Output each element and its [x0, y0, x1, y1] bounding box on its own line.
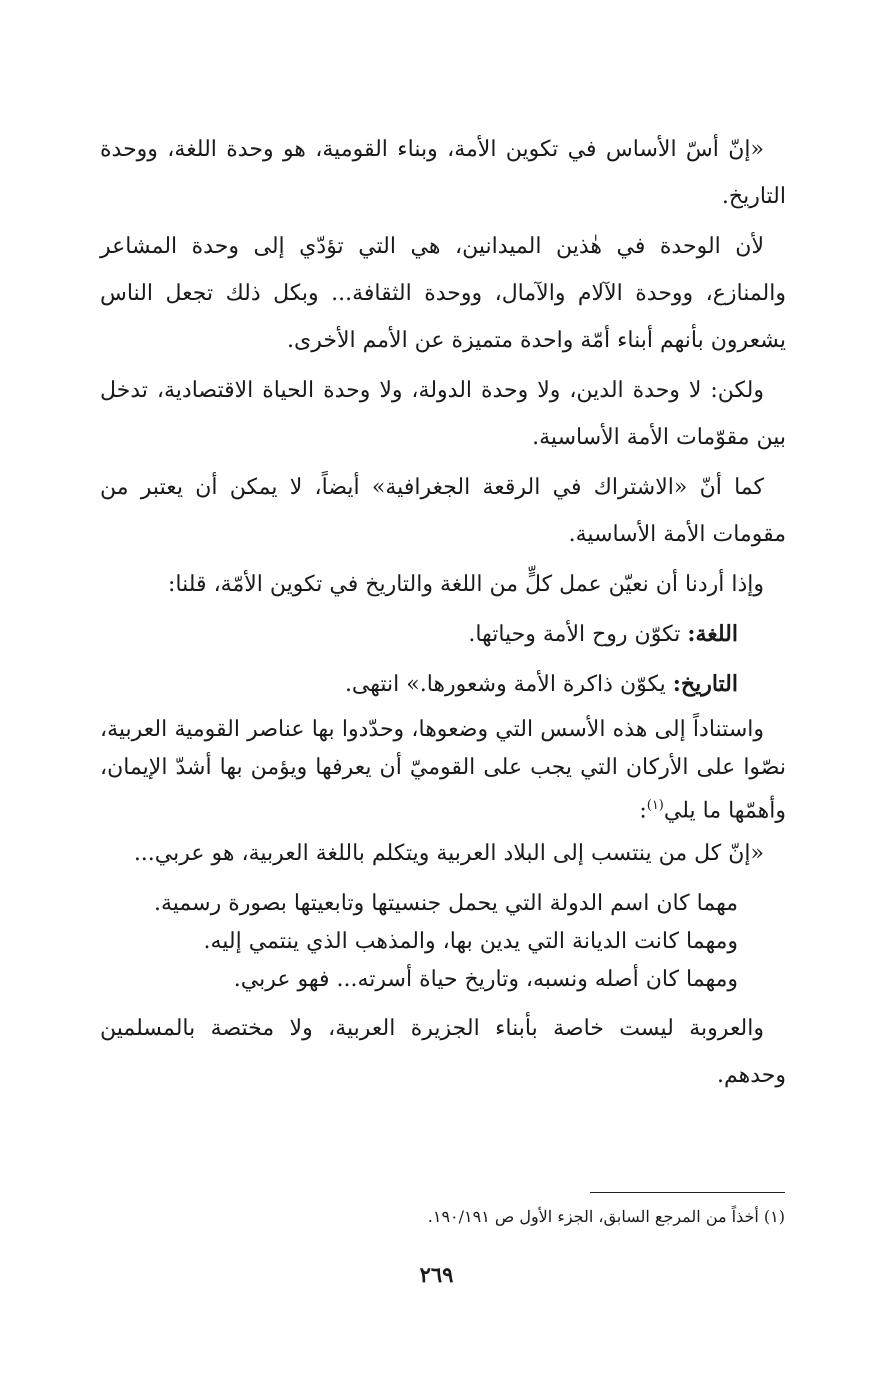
- main-text: [100, 126, 786, 1102]
- definition-text-language: تكوّن روح الأمة وحياتها.: [468, 622, 681, 647]
- paragraph-8: والعروبة ليست خاصة بأبناء الجزيرة العربية، ولا مختصة بالمسلمين وحدهم.: [100, 1016, 786, 1089]
- quote-line-1: مهما كان اسم الدولة التي يحمل جنسيتها وتابعيتها بصورة رسمية.: [154, 891, 738, 917]
- paragraph-6-colon: :: [639, 798, 647, 824]
- quote-block: [100, 885, 786, 999]
- paragraph-6: [100, 711, 786, 830]
- definition-term-language: اللغة:: [687, 621, 738, 647]
- definition-history: [100, 661, 786, 708]
- page-number: ٢٦٩: [419, 1262, 454, 1287]
- paragraph-2: لأن الوحدة في هٰذين الميدانين، هي التي تؤدّي إلى وحدة المشاعر والمنازع، ووحدة الآلام والآمال، ووحدة الثقافة... وبكل ذلك تجعل الناس يشعرون بأنهم أبناء أمّة واحدة متميزة عن الأمم الأخرى.: [100, 234, 786, 353]
- footnote-marker: (١): [646, 798, 664, 813]
- footnote-divider: [590, 1192, 785, 1193]
- definition-text-history: يكوّن ذاكرة الأمة وشعورها.» انتهى.: [344, 672, 666, 697]
- definition-language: [100, 611, 786, 658]
- definition-term-history: التاريخ:: [672, 671, 738, 697]
- paragraph-6-text: واستناداً إلى هذه الأسس التي وضعوها، وحدّدوا بها عناصر القومية العربية، نصّوا على الأركان التي يجب على القوميّ أن يعرفها ويؤمن بها أشدّ الإيمان، وأهمّها ما يلي: [100, 717, 786, 824]
- footnote: (١) أخذاً من المرجع السابق، الجزء الأول ص ١٩٠/١٩١.: [427, 1207, 785, 1226]
- paragraph-1: «إنّ أسّ الأساس في تكوين الأمة، وبناء القومية، هو وحدة اللغة، ووحدة التاريخ.: [100, 137, 786, 209]
- paragraph-3: ولكن: لا وحدة الدين، ولا وحدة الدولة، ولا وحدة الحياة الاقتصادية، تدخل بين مقوّمات الأمة الأساسية.: [100, 378, 786, 450]
- paragraph-5: وإذا أردنا أن نعيّن عمل كلٍّ من اللغة والتاريخ في تكوين الأمّة، قلنا:: [168, 572, 764, 597]
- paragraph-4: كما أنّ «الاشتراك في الرقعة الجغرافية» أيضاً، لا يمكن أن يعتبر من مقومات الأمة الأساسية.: [100, 475, 786, 547]
- paragraph-7: «إنّ كل من ينتسب إلى البلاد العربية ويتكلم باللغة العربية، هو عربي...: [133, 841, 764, 867]
- quote-line-3: ومهما كان أصله ونسبه، وتاريخ حياة أسرته... فهو عربي.: [233, 967, 738, 993]
- quote-line-2: ومهما كانت الديانة التي يدين بها، والمذهب الذي ينتمي إليه.: [203, 929, 738, 955]
